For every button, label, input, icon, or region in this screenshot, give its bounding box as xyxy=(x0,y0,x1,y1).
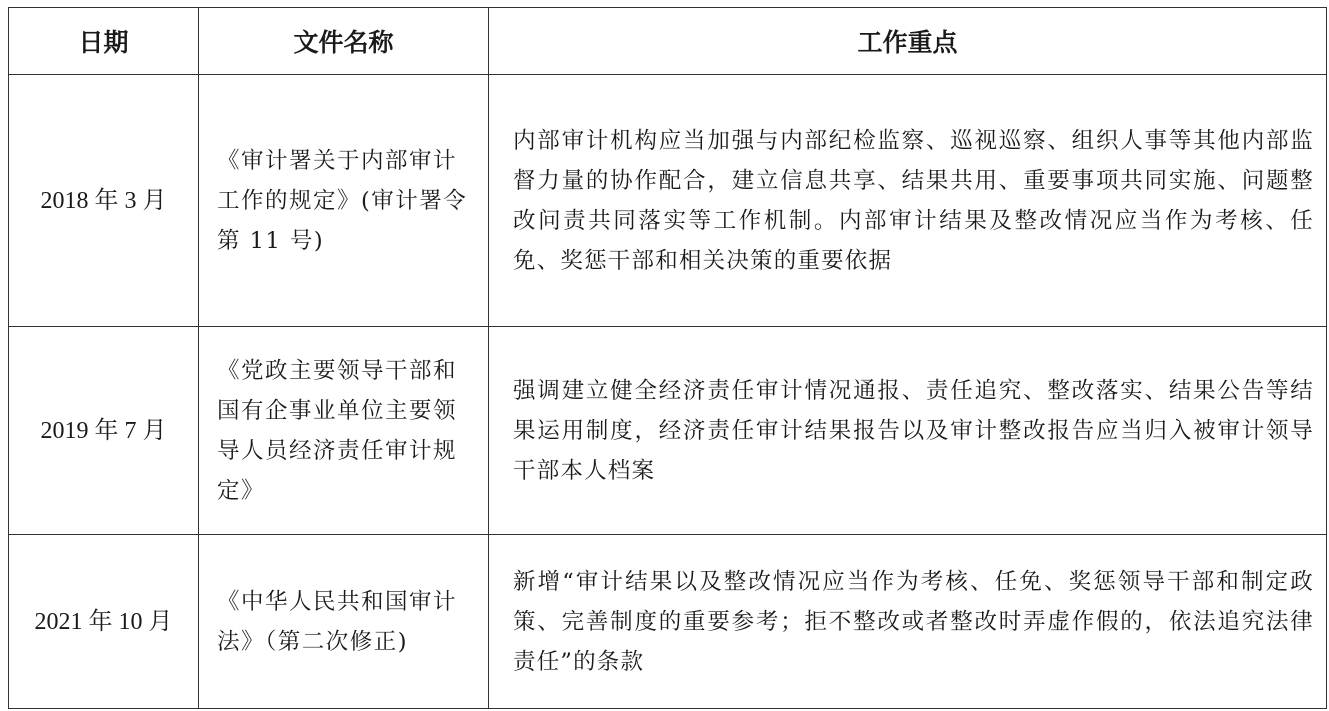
header-date: 日期 xyxy=(9,8,199,75)
header-work-focus: 工作重点 xyxy=(489,8,1327,75)
row-work-focus: 强调建立健全经济责任审计情况通报、责任追究、整改落实、结果公告等结果运用制度，经济责任审计结果报告以及审计整改报告应当归入被审计领导干部本人档案 xyxy=(489,327,1327,535)
row-date: 2019 年 7 月 xyxy=(9,327,199,535)
table-header-row xyxy=(9,8,1327,75)
table-row xyxy=(9,75,1327,327)
row-document-name: 《中华人民共和国审计法》（第二次修正) xyxy=(199,535,489,709)
row-document-name: 《审计署关于内部审计工作的规定》(审计署令第 11 号) xyxy=(199,75,489,327)
header-document-name: 文件名称 xyxy=(199,8,489,75)
table-row xyxy=(9,327,1327,535)
row-work-focus: 新增“审计结果以及整改情况应当作为考核、任免、奖惩领导干部和制定政策、完善制度的重要参考；拒不整改或者整改时弄虚作假的，依法追究法律责任”的条款 xyxy=(489,535,1327,709)
audit-regulations-table xyxy=(8,7,1327,709)
row-work-focus: 内部审计机构应当加强与内部纪检监察、巡视巡察、组织人事等其他内部监督力量的协作配合，建立信息共享、结果共用、重要事项共同实施、问题整改问责共同落实等工作机制。内部审计结果及整改情况应当作为考核、任免、奖惩干部和相关决策的重要依据 xyxy=(489,75,1327,327)
row-date: 2018 年 3 月 xyxy=(9,75,199,327)
table-row xyxy=(9,535,1327,709)
row-date: 2021 年 10 月 xyxy=(9,535,199,709)
row-document-name: 《党政主要领导干部和国有企事业单位主要领导人员经济责任审计规定》 xyxy=(199,327,489,535)
